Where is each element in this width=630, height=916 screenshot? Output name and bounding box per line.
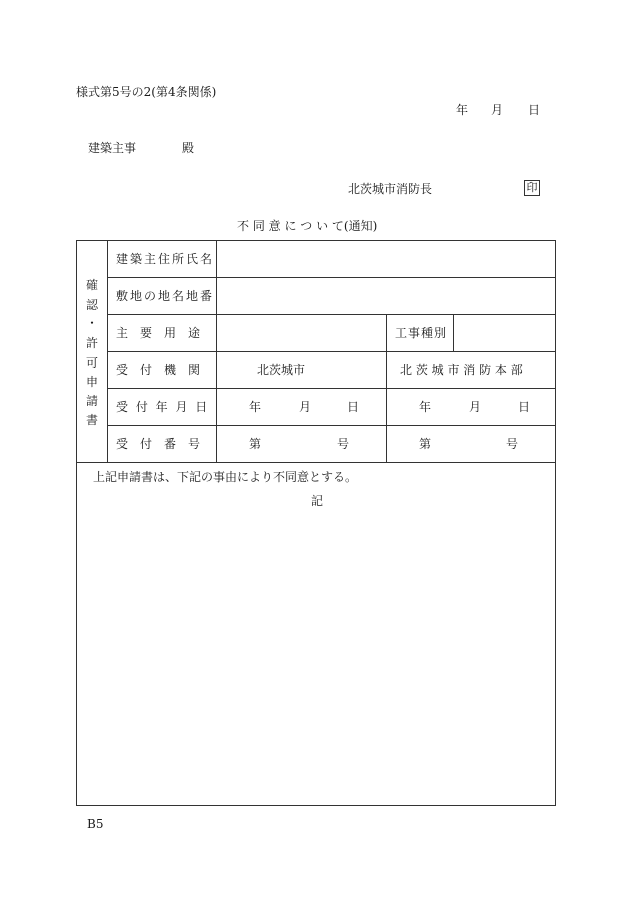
owner-label: 建築主住所氏名 xyxy=(116,252,215,266)
date-day-1: 日 xyxy=(347,400,360,414)
date-year-1: 年 xyxy=(249,400,262,414)
side-label-char: 申 xyxy=(85,375,98,389)
row-divider-6 xyxy=(77,462,555,463)
number-label: 受 付 番 号 xyxy=(116,437,201,451)
paper-size-label: B5 xyxy=(87,817,104,831)
agency-city: 北茨城市 xyxy=(257,363,306,377)
date-label: 受 付 年 月 日 xyxy=(116,400,210,414)
number-suffix-1: 号 xyxy=(337,437,350,451)
sender-name: 北茨城市消防長 xyxy=(348,182,433,196)
site-label: 敷地の地名地番 xyxy=(116,289,215,303)
number-prefix-2: 第 xyxy=(419,437,432,451)
seal-mark: 印 xyxy=(524,180,540,196)
number-suffix-2: 号 xyxy=(506,437,519,451)
agency-label: 受 付 機 関 xyxy=(116,363,201,377)
statement-text: 上記申請書は、下記の事由により不同意とする。 xyxy=(93,470,358,484)
side-label-char: 確 xyxy=(85,278,98,292)
agency-fire-dept: 北 茨 城 市 消 防 本 部 xyxy=(400,363,523,377)
honorific: 殿 xyxy=(182,141,195,155)
addressee: 建築主事 xyxy=(88,141,137,155)
date-year-2: 年 xyxy=(419,400,432,414)
divider-worktype xyxy=(453,314,454,351)
form-number: 様式第5号の2(第4条関係) xyxy=(76,85,217,99)
row-divider-1 xyxy=(107,277,555,278)
row-divider-5 xyxy=(107,425,555,426)
use-label: 主 要 用 途 xyxy=(116,326,201,340)
side-label-char: 書 xyxy=(85,413,98,427)
header-date-year: 年 xyxy=(456,103,469,117)
side-label-char: 認 xyxy=(85,298,98,312)
number-prefix-1: 第 xyxy=(249,437,262,451)
row-divider-2 xyxy=(107,314,555,315)
work-type-label: 工事種別 xyxy=(395,326,448,340)
side-label-char: ・ xyxy=(85,316,98,330)
ki-mark: 記 xyxy=(311,494,324,508)
side-label-char: 許 xyxy=(85,336,98,350)
side-label-char: 可 xyxy=(85,356,98,370)
header-date-month: 月 xyxy=(491,103,504,117)
side-label-char: 請 xyxy=(85,394,98,408)
date-month-2: 月 xyxy=(469,400,482,414)
page-title: 不 同 意 に つ い て(通知) xyxy=(237,219,378,233)
date-month-1: 月 xyxy=(299,400,312,414)
date-day-2: 日 xyxy=(518,400,531,414)
row-divider-4 xyxy=(107,388,555,389)
row-divider-3 xyxy=(107,351,555,352)
header-date-day: 日 xyxy=(528,103,541,117)
application-form-table xyxy=(76,240,556,806)
